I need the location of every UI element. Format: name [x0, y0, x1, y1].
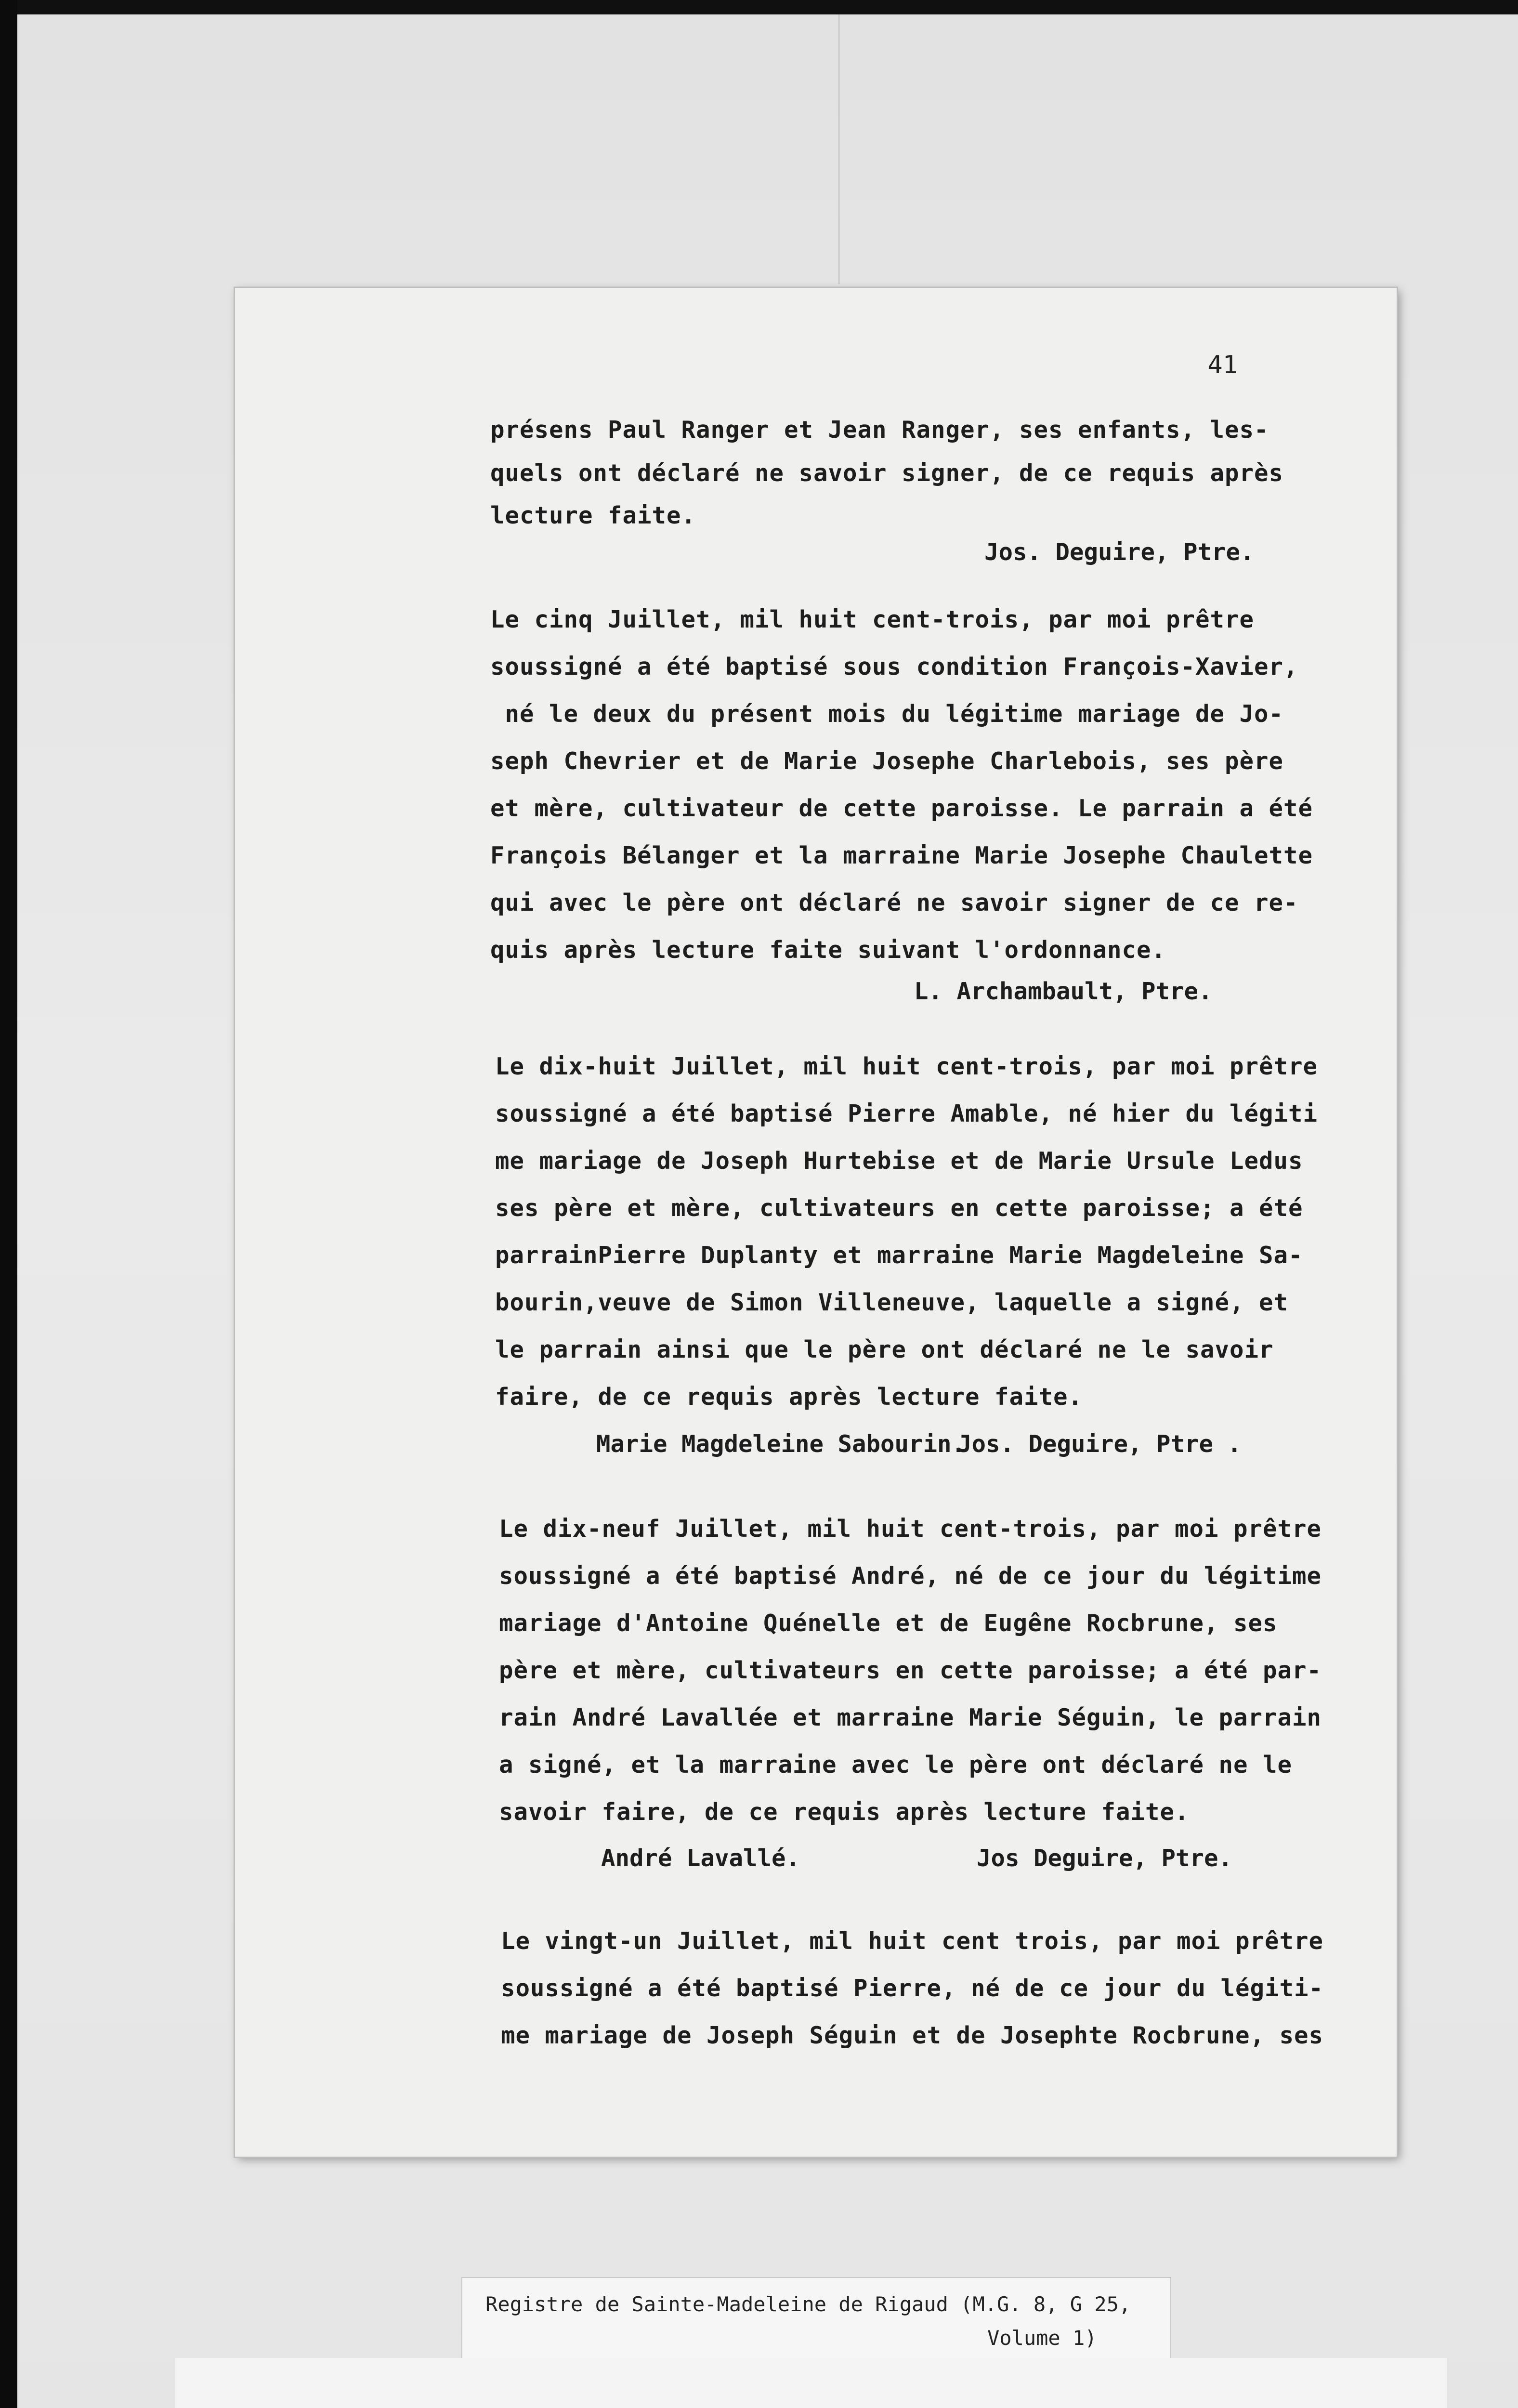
page-number: 41 [1207, 351, 1238, 380]
entry-line: présens Paul Ranger et Jean Ranger, ses enfants, les- [490, 416, 1269, 444]
entry-line: faire, de ce requis après lecture faite. [495, 1383, 1083, 1411]
godfather-signature: André Lavallé. [601, 1845, 800, 1872]
entry-line: me mariage de Joseph Séguin et de Josephte Rocbrune, ses [501, 2022, 1324, 2049]
reference-label [461, 2277, 1171, 2370]
entry-line: le parrain ainsi que le père ont déclaré ne le savoir [495, 1336, 1274, 1363]
entry-line: bourin,veuve de Simon Villeneuve, laquelle a signé, et [495, 1289, 1289, 1316]
entry-line: soussigné a été baptisé Pierre Amable, né hier du légiti [495, 1100, 1318, 1127]
entry-line: Le vingt-un Juillet, mil huit cent trois, par moi prêtre [501, 1927, 1324, 1955]
entry-line: François Bélanger et la marraine Marie Josephe Chaulette [490, 842, 1313, 869]
entry-line: a signé, et la marraine avec le père ont déclaré ne le [499, 1751, 1293, 1779]
entry-line: qui avec le père ont déclaré ne savoir signer de ce re- [490, 889, 1298, 916]
reference-line: Volume 1) [987, 2326, 1097, 2350]
entry-line: lecture faite. [490, 502, 696, 529]
entry-line: et mère, cultivateur de cette paroisse. Le parrain a été [490, 795, 1313, 822]
priest-signature: L. Archambault, Ptre. [914, 978, 1213, 1005]
entry-line: me mariage de Joseph Hurtebise et de Marie Ursule Ledus [495, 1147, 1303, 1175]
godmother-signature: Marie Magdeleine Sabourin. [596, 1430, 966, 1458]
entry-line: ses père et mère, cultivateurs en cette paroisse; a été [495, 1194, 1303, 1222]
entry-line: né le deux du présent mois du légitime mariage de Jo- [490, 700, 1284, 728]
archives-stamp [175, 2358, 1447, 2408]
entry-line: soussigné a été baptisé Pierre, né de ce jour du légiti- [501, 1975, 1324, 2002]
entry-line: savoir faire, de ce requis après lecture faite. [499, 1798, 1190, 1826]
entry-line: soussigné a été baptisé sous condition François-Xavier, [490, 653, 1298, 681]
entry-line: quels ont déclaré ne savoir signer, de ce requis après [490, 459, 1284, 487]
entry-line: seph Chevrier et de Marie Josephe Charlebois, ses père [490, 747, 1284, 775]
backing-board-seam [838, 14, 840, 284]
film-border-top [0, 0, 1518, 14]
film-border-left [0, 0, 17, 2408]
entry-line: rain André Lavallée et marraine Marie Séguin, le parrain [499, 1704, 1322, 1731]
entry-line: père et mère, cultivateurs en cette paroisse; a été par- [499, 1657, 1322, 1684]
entry-line: quis après lecture faite suivant l'ordonnance. [490, 936, 1166, 964]
entry-line: soussigné a été baptisé André, né de ce jour du légitime [499, 1562, 1322, 1590]
entry-line: mariage d'Antoine Quénelle et de Eugêne Rocbrune, ses [499, 1610, 1278, 1637]
entry-line: parrainPierre Duplanty et marraine Marie Magdeleine Sa- [495, 1242, 1303, 1269]
reference-line: Registre de Sainte-Madeleine de Rigaud (M.G. 8, G 25, [485, 2292, 1131, 2316]
priest-signature: Jos. Deguire, Ptre . [957, 1430, 1242, 1458]
entry-line: Le dix-huit Juillet, mil huit cent-trois, par moi prêtre [495, 1053, 1318, 1080]
priest-signature: Jos. Deguire, Ptre. [984, 538, 1255, 566]
priest-signature: Jos Deguire, Ptre. [977, 1845, 1233, 1872]
entry-line: Le cinq Juillet, mil huit cent-trois, par moi prêtre [490, 606, 1255, 633]
register-page [235, 288, 1397, 2157]
entry-line: Le dix-neuf Juillet, mil huit cent-trois, par moi prêtre [499, 1515, 1322, 1543]
